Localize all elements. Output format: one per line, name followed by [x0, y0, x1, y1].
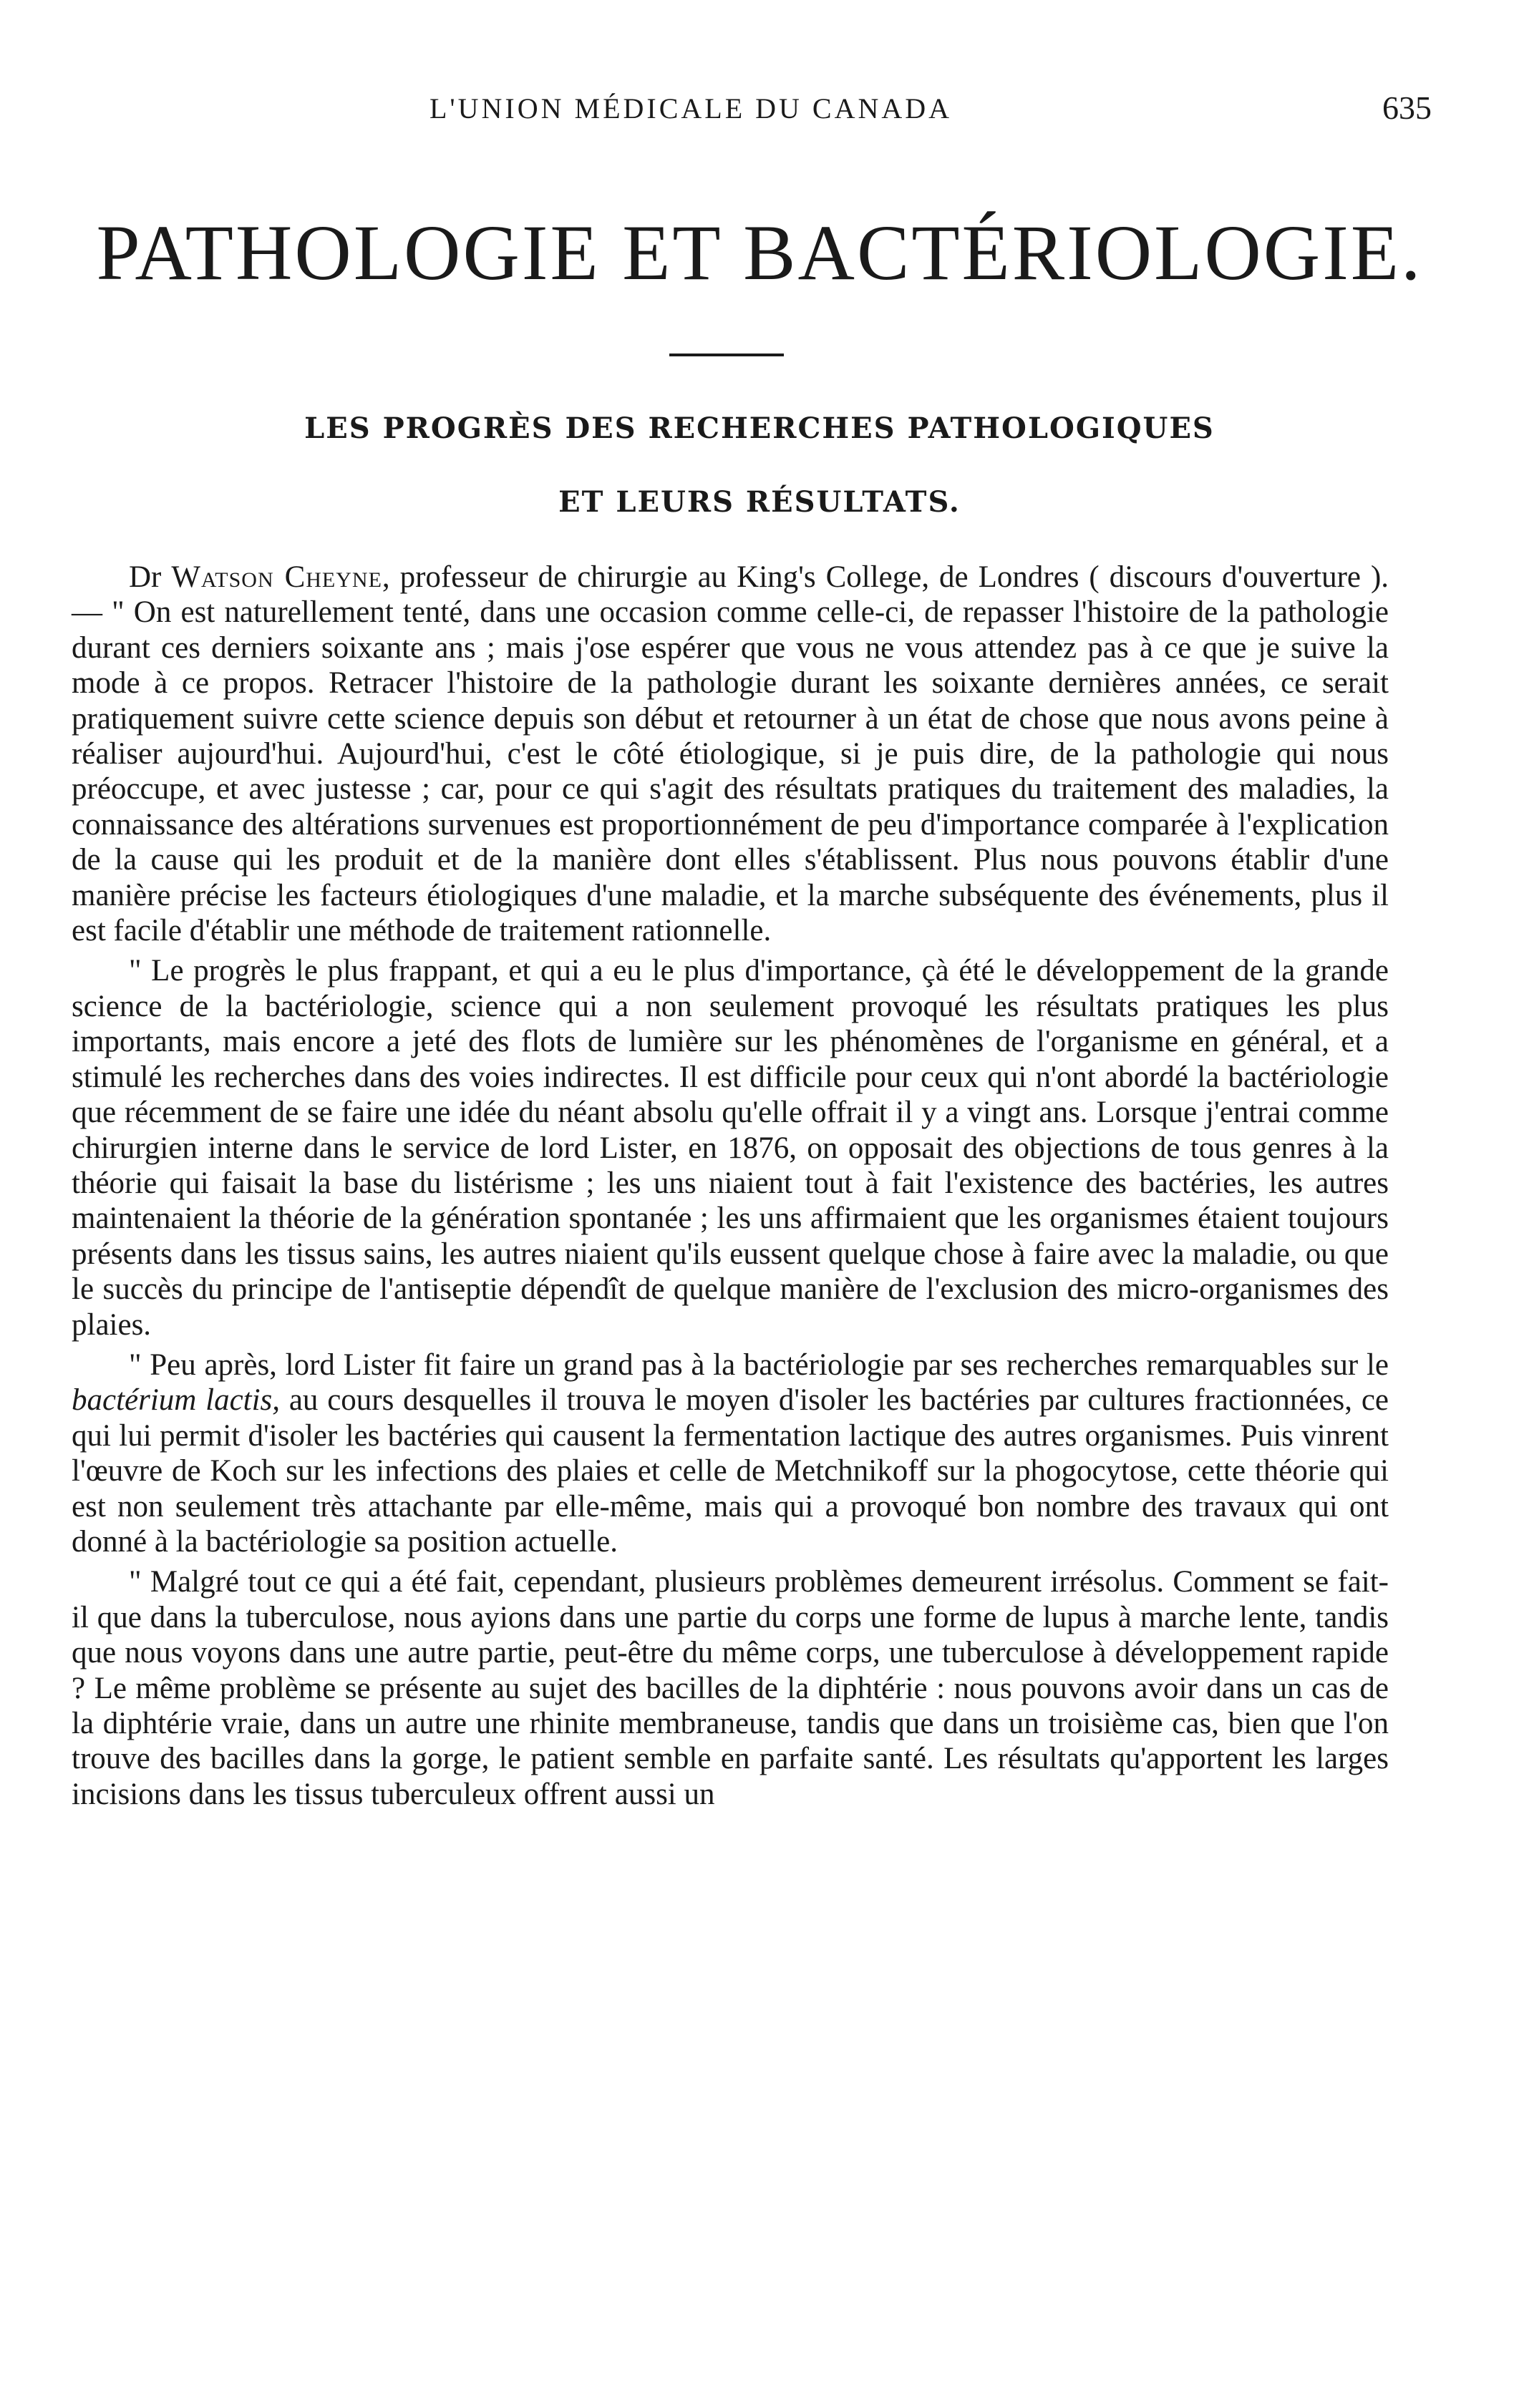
- paragraph-3-text-b: au cours desquelles il trouva le moyen d'isoler les bactéries par cultures fractionnées, ce qui lui permit d'isoler les bactéries qui causent la fermentation lactique des autres organismes. Puis vinrent l'œuvre de Koch sur les infections des plaies et celle de Metchnikoff sur la phogocytose, cette théorie qui est non seulement très attachante par elle-même, mais qui a provoqué bon nombre des travaux qui ont donné à la bactériologie sa position actuelle.: [72, 1383, 1389, 1559]
- article-heading-line1: LES PROGRÈS DES RECHERCHES PATHOLOGIQUES: [304, 411, 1215, 445]
- section-title: PATHOLOGIE ET BACTÉRIOLOGIE.: [96, 209, 1423, 296]
- paragraph-4: " Malgré tout ce qui a été fait, cependant, plusieurs problèmes demeurent irrésolus. Comment se fait-il que dans la tuberculose, nous ayions dans une partie du corps une forme de lupus à marche lente, tandis que nous voyons dans une autre partie, peut-être du même corps, une tuberculose à développement rapide ? Le même problème se présente au sujet des bacilles de la diphtérie : nous pouvons avoir dans un cas de la diphtérie vraie, dans un autre une rhinite membraneuse, tandis que dans un troisième cas, bien que l'on trouve des bacilles dans la gorge, le patient semble en parfaite santé. Les résultats qu'apportent les larges incisions dans les tissus tuberculeux offrent aussi un: [72, 1565, 1389, 1811]
- divider-rule: [669, 354, 784, 356]
- journal-title: L'UNION MÉDICALE DU CANADA: [430, 92, 953, 125]
- page-number: 635: [1382, 89, 1432, 126]
- paragraph-3-text-a: " Peu après, lord Lister fit faire un grand pas à la bactériologie par ses recherches remarquables sur le: [129, 1347, 1389, 1382]
- paragraph-1: [72, 560, 1389, 948]
- article-heading-line2: ET LEURS RÉSULTATS.: [558, 485, 961, 519]
- running-head: [215, 89, 1432, 135]
- species-name: bactérium lactis,: [72, 1383, 281, 1418]
- paragraph-1-text: , professeur de chirurgie au King's College, de Londres ( discours d'ouverture ). — " On est naturellement tenté, dans une occasion comme celle-ci, de repasser l'histoire de la pathologie durant ces derniers soixante ans ; mais j'ose espérer que vous ne vous attendez pas à ce que je suive la mode à ce propos. Retracer l'histoire de la pathologie durant les soixante dernières années, ce serait pratiquement suivre cette science depuis son début et retourner à un état de chose que nous avons peine à réaliser aujourd'hui. Aujourd'hui, c'est le côté étiologique, si je puis dire, de la pathologie qui nous préoccupe, et avec justesse ; car, pour ce qui s'agit des résultats pratiques du traitement des maladies, la connaissance des altérations survenues est proportionnément de peu d'importance comparée à l'explication de la cause qui les produit et de la manière dont elles s'établissent. Plus nous pouvons établir d'une manière précise les facteurs étiologiques d'une maladie, et la marche subséquente des événements, plus il est facile d'établir une méthode de traitement rationnelle.: [72, 560, 1389, 948]
- author-name: Watson Cheyne: [171, 560, 382, 594]
- author-title: Dr: [129, 560, 172, 594]
- article-body: [72, 560, 1389, 1817]
- paragraph-2: " Le progrès le plus frappant, et qui a eu le plus d'importance, çà été le développement de la grande science de la bactériologie, science qui a non seulement provoqué les résultats pratiques les plus importants, mais encore a jeté des flots de lumière sur les phénomènes de l'organisme en général, et a stimulé les recherches dans des voies indirectes. Il est difficile pour ceux qui n'ont abordé la bactériologie que récemment de se faire une idée du néant absolu qu'elle offrait il y a vingt ans. Lorsque j'entrai comme chirurgien interne dans le service de lord Lister, en 1876, on opposait des objections de tous genres à la théorie qui faisait la base du listérisme ; les uns niaient tout à fait l'existence des bactéries, les autres maintenaient la théorie de la génération spontanée ; les uns affirmaient que les organismes étaient toujours présents dans les tissus sains, les autres niaient qu'ils eussent quelque chose à faire avec la maladie, ou que le succès du principe de l'antiseptie dépendît de quelque manière de l'exclusion des micro-organismes des plaies.: [72, 954, 1389, 1342]
- paragraph-3: [72, 1347, 1389, 1559]
